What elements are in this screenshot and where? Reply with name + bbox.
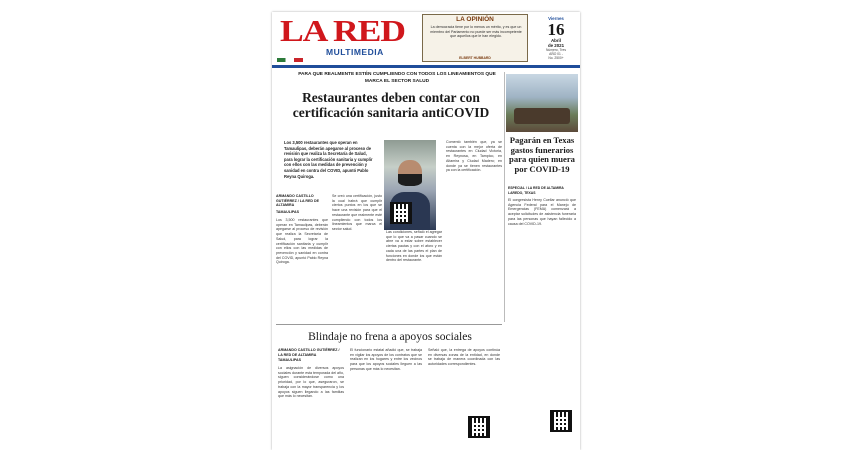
masthead-rule (272, 65, 580, 68)
second-story-column-1: La asignación de diversos apoyos sociales durante esta temporada del año, siguen considerándose como una prioridad, por lo que, aseguraron, se trabaja con la mayor transparencia y los apoyos siguen llegando a las familias que más lo necesitan. (278, 366, 344, 399)
second-story-place: TAMAULIPAS (278, 358, 302, 362)
date-weekday: Viernes (548, 16, 564, 21)
opinion-box (422, 14, 528, 62)
main-story-byline: ARMANDO CASTILLO GUTIÉRREZ / LA RED DE ALTAMIRA (276, 194, 319, 208)
opinion-title: LA OPINIÓN (456, 16, 494, 23)
photo-grave (514, 108, 570, 124)
second-story-headline: Blindaje no frena a apoyos sociales (308, 330, 472, 343)
side-story-headline: Pagarán en Texas gastos funerarios para quien muera por COVID-19 (509, 135, 575, 174)
date-month: Abril (550, 38, 561, 43)
qr-code-icon[interactable] (468, 416, 490, 438)
second-story-byline: ARMANDO CASTILLO GUTIÉRREZ / LA RED DE ALTAMIRA (278, 348, 340, 357)
newspaper-logo-subtitle: MULTIMEDIA (326, 47, 384, 57)
date-year: de 2021 (547, 43, 565, 48)
second-story-column-3: Señaló que, la entrega de apoyos continúa en diversas zonas de la entidad, en donde se trabaja de manera coordinada con las autoridades correspondientes. (428, 348, 500, 367)
newspaper-logo: LA RED (280, 13, 405, 48)
main-story-headline: Restaurantes deben contar con certificación sanitaria antiCOVID (292, 90, 490, 120)
masthead (272, 12, 580, 64)
date-day-number: 16 (547, 20, 565, 39)
column-divider (504, 72, 505, 322)
date-meta-1: Número, Tres (546, 48, 566, 52)
qr-code-icon[interactable] (390, 202, 412, 224)
main-story-column-1: Los 3,500 restaurantes que operan en Tamaulipas, deberán apegarse al proceso de revisión que realiza la Secretaría de Salud, para lograr la certificación sanitaria y cumplir con ellos con las medidas de prevención y sanidad en contra del COVID, apuntó Pablo Reyna Quiroga. (276, 218, 328, 265)
side-story-place: LAREDO, TEXAS (508, 191, 536, 195)
main-story-kicker: PARA QUE REALMENTE ESTÉN CUMPLIENDO CON TODOS LOS LINEAMIENTOS QUE MARCA EL SECTOR SALUD (298, 72, 496, 84)
flag-stripe-icon (277, 58, 303, 62)
main-story-column-2: Se creó una certificación, justo la cual habrá que cumplir ciertos puntos en los que se hace una revisión para que el restaurante que realmente esté cumpliendo con todos los lineamientos que marca el sector salud. (332, 194, 382, 231)
main-story-lede: Los 3,500 restaurantes que operan en Tamaulipas, deberán apegarse al proceso de revisión que realiza la Secretaría de Salud, para lograr la certificación sanitaria y cumplir con ellos con las medidas de prevención y sanidad en contra del COVID, apuntó Pablo Reyna Quiroga. (284, 140, 373, 179)
side-story-photo (506, 74, 578, 132)
newspaper-page (272, 12, 580, 450)
opinion-quote: La democracia tiene por lo menos un mérito, y es que un miembro del Parlamento no puede ser más incompetente que aquellos que le han elegido. (430, 25, 522, 39)
second-story-column-2: El funcionario estatal añadió que, se trabaja en vigilar los apoyos de los contratos que se realizan en los hogares y entre los vecinos para que los apoyos sociales lleguen a las personas que más lo necesitan. (350, 348, 422, 371)
main-story-place: TAMAULIPAS (276, 210, 300, 214)
side-story-body: El congresista Henry Cuellar anunció que Agencia Federal para el Manejo de Emergencias (FEMA) comenzará a aceptar solicitudes de asistencia funeraria para las personas que hayan fallecido a causa del COVID-19. (508, 198, 576, 226)
photo-person-mask (398, 174, 422, 186)
main-story-column-3: Las condiciones, señaló el agregar que lo que va a pasar cuando se abre va a estar sobre establecer ciertas pautas y con el aforo y en cada una de las partes el plan de funciones en donde los que están dentro del restaurante. (386, 230, 442, 263)
main-story-column-4: Comentó también que, ya se cuenta con la mejor oferta de restaurantes en Ciudad Victoria, en Reynosa, en Tampico, en Altamira y Ciudad Madero; en donde ya se tienen restaurantes ya con la certificación. (446, 140, 502, 173)
opinion-author: ELBERT HUBBARD (459, 56, 491, 60)
qr-code-icon[interactable] (550, 410, 572, 432)
side-story-byline: ESPECIAL / LA RED DE ALTAMIRA (508, 186, 564, 190)
section-divider (276, 324, 502, 325)
date-block (536, 16, 576, 62)
date-meta-3: No. 2500+ (548, 56, 564, 60)
date-meta-2: AÑO 01 - (549, 52, 563, 56)
